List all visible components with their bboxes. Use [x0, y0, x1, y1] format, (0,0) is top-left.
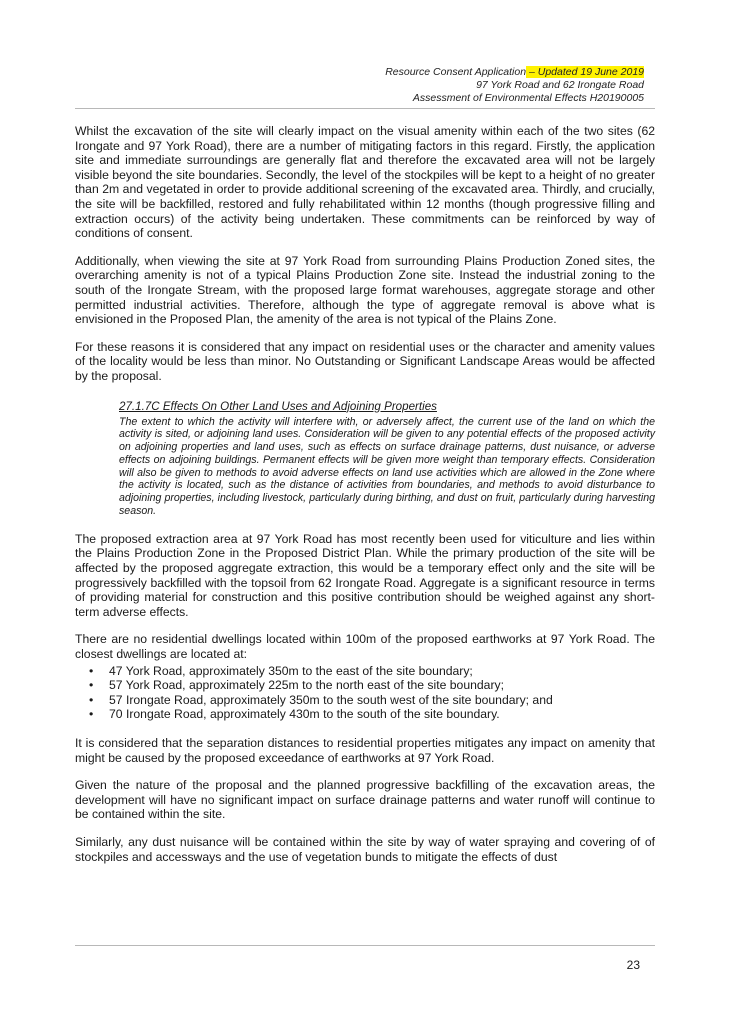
- paragraph: The proposed extraction area at 97 York Road has most recently been used for viticulture and lies within the Plains Production Zone in the Proposed District Plan. While the primary production of the site will be affected by the proposed aggregate extraction, this would be a temporary effect only and the site will be progressively backfilled with the topsoil from 62 Irongate Road. Aggregate is a significant resource in terms of providing material for construction and this positive contribution should be weighed against any short-term adverse effects.: [75, 531, 655, 619]
- page-number: 23: [626, 958, 640, 972]
- page-header: [385, 66, 644, 105]
- quote-title: 27.1.7C Effects On Other Land Uses and Adjoining Properties: [119, 399, 437, 413]
- quote-text: The extent to which the activity will interfere with, or adversely affect, the current use of the land on which the activity is sited, or adjoining land uses. Consideration will be given to any potential effects of the proposed activity on adjoining properties and land uses, such as effects on surface drainage patterns, dust nuisance, or adverse effects on adjoining buildings. Permanent effects will be given more weight than temporary effects. Consideration will also be given to methods to avoid adverse effects on land use activities which are allowed in the Zone where the activity is located, such as the distance of activities from boundaries, and methods to avoid disturbance to adjoining properties, including livestock, particularly during birthing, and dust on fruit, particularly during harvesting season.: [119, 415, 655, 518]
- paragraph: Similarly, any dust nuisance will be contained within the site by way of water spraying and covering of of stockpiles and accessways and the use of vegetation bunds to mitigate the effects of dust: [75, 834, 655, 864]
- document-body: [75, 124, 655, 877]
- paragraph: It is considered that the separation distances to residential properties mitigates any impact on amenity that might be caused by the proposed exceedance of earthworks at 97 York Road.: [75, 736, 655, 765]
- paragraph: For these reasons it is considered that any impact on residential uses or the character and amenity values of the locality would be less than minor. No Outstanding or Significant Landscape Areas would be affected by the proposal.: [75, 339, 655, 383]
- list-item-text: 70 Irongate Road, approximately 430m to the south of the site boundary.: [109, 707, 500, 722]
- list-item-text: 47 York Road, approximately 350m to the east of the site boundary;: [109, 663, 473, 678]
- header-line-3: Assessment of Environmental Effects H20190005: [412, 92, 644, 104]
- list-item: [89, 707, 655, 722]
- list-item-text: 57 Irongate Road, approximately 350m to the south west of the site boundary; and: [109, 692, 553, 707]
- bullet-icon: •: [89, 707, 94, 722]
- header-line-1: [385, 66, 644, 79]
- dwelling-list: [75, 664, 655, 722]
- paragraph: There are no residential dwellings located within 100m of the proposed earthworks at 97 York Road. The closest dwellings are located at:: [75, 632, 655, 662]
- header-updated-highlight: – Updated 19 June 2019: [526, 66, 644, 78]
- bullet-icon: •: [89, 678, 94, 693]
- paragraph: Additionally, when viewing the site at 97 York Road from surrounding Plains Production Zoned sites, the overarching amenity is not of a typical Plains Production Zone site. Instead the industrial zoning to the south of the Irongate Stream, with the proposed large format warehouses, aggregate storage and other permitted industrial activities. Therefore, although the type of aggregate removal is above what is envisioned in the Proposed Plan, the amenity of the area is not typical of the Plains Zone.: [75, 253, 655, 327]
- header-title: Resource Consent Application: [385, 66, 527, 78]
- list-item-text: 57 York Road, approximately 225m to the north east of the site boundary;: [109, 678, 504, 693]
- footer-divider: [75, 945, 655, 946]
- bullet-icon: •: [89, 663, 94, 678]
- list-item: [89, 678, 655, 693]
- paragraph: Given the nature of the proposal and the planned progressive backfilling of the excavation areas, the development will have no significant impact on surface drainage patterns and water runoff will continue to be contained within the site.: [75, 778, 655, 822]
- paragraph: Whilst the excavation of the site will clearly impact on the visual amenity within each of the two sites (62 Irongate and 97 York Road), there are a number of mitigating factors in this regard. Firstly, the application site and immediate surroundings are generally flat and therefore the excavated area will not be largely visible beyond the site boundaries. Secondly, the level of the stockpiles will be kept to a height of no greater than 2m and vegetated in order to provide additional screening of the excavated area. Thirdly, and crucially, the site will be backfilled, restored and fully rehabilitated within 12 months (though progressive filling and extraction occurs) of the activity being undertaken. These commitments can be reinforced by way of conditions of consent.: [75, 124, 655, 241]
- bullet-icon: •: [89, 692, 94, 707]
- header-line-2: 97 York Road and 62 Irongate Road: [476, 79, 644, 91]
- plan-rule-quote: [119, 400, 655, 518]
- list-item: [89, 663, 655, 679]
- header-divider: [75, 108, 655, 109]
- list-item: [89, 692, 655, 708]
